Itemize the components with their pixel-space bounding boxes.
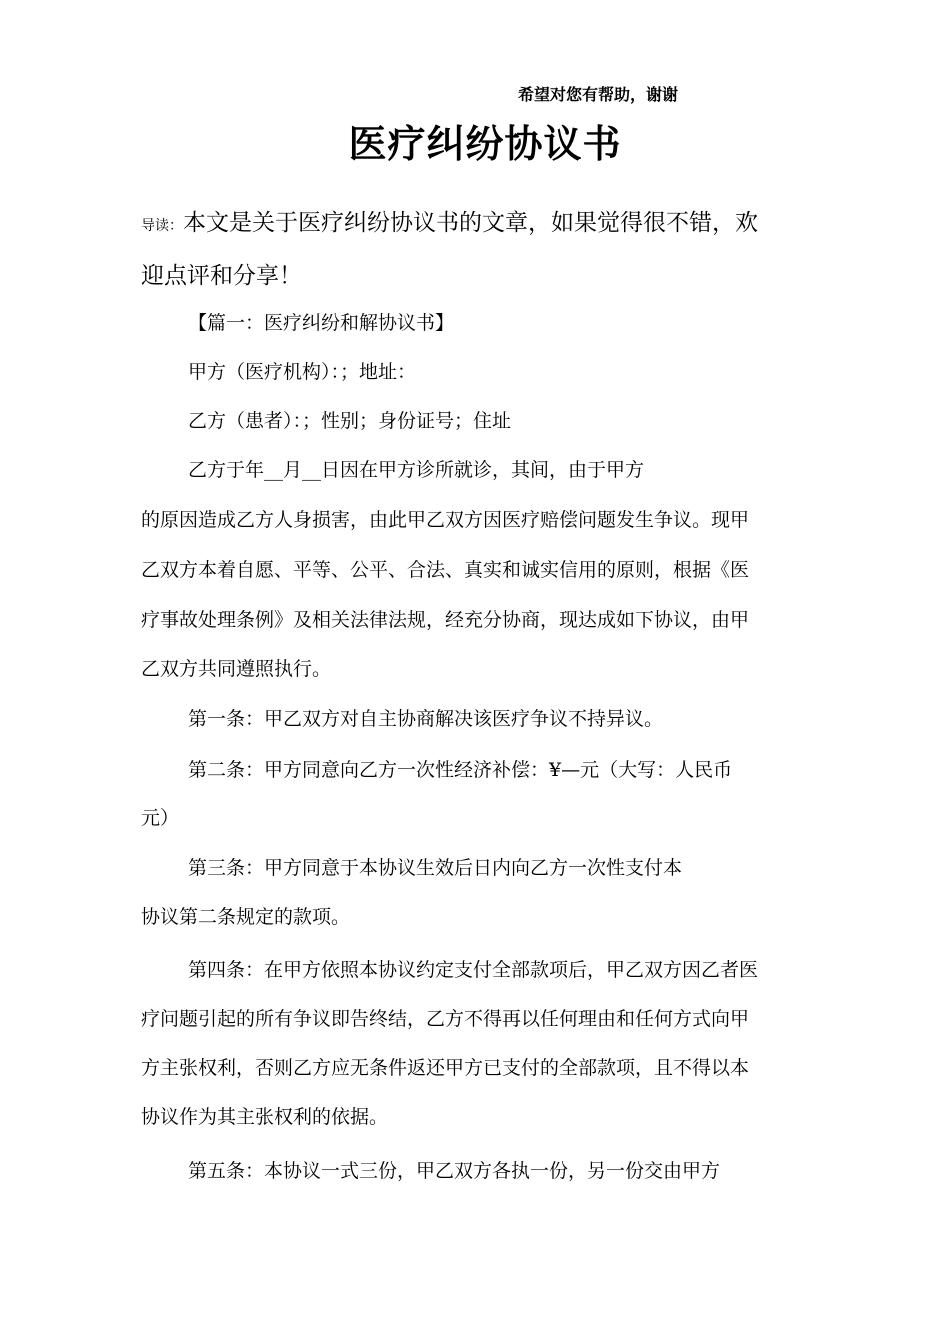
document-title: 医疗纠纷协议书 <box>348 122 622 166</box>
article-4-line: 疗问题引起的所有争议即告终结，乙方不得再以任何理由和任何方式向甲 <box>141 1008 750 1030</box>
header-note: 希望对您有帮助，谢谢 <box>518 85 679 104</box>
article-5-line: 第五条：本协议一式三份，甲乙双方各执一份，另一份交由甲方 <box>188 1160 721 1182</box>
section-heading: 【篇一：医疗纠纷和解协议书】 <box>188 312 455 334</box>
intro-label: 导读： <box>141 218 183 234</box>
article-1-line: 第一条：甲乙双方对自主协商解决该医疗争议不持异议。 <box>188 708 664 730</box>
article-2-line: 元） <box>141 807 180 829</box>
intro-text-line-2: 迎点评和分享！ <box>141 263 302 289</box>
intro-text-line-1: 本文是关于医疗纠纷协议书的文章，如果觉得很不错，欢 <box>183 210 758 236</box>
preamble-line: 疗事故处理条例》及相关法律法规，经充分协商，现达成如下协议，由甲 <box>141 609 750 631</box>
article-3-line: 协议第二条规定的款项。 <box>141 906 351 928</box>
preamble-line: 乙方于年__月__日因在甲方诊所就诊，其间，由于甲方 <box>188 459 645 481</box>
article-4-line: 第四条：在甲方依照本协议约定支付全部款项后，甲乙双方因乙者医 <box>188 959 759 981</box>
preamble-line: 的原因造成乙方人身损害，由此甲乙双方因医疗赔偿问题发生争议。现甲 <box>141 509 750 531</box>
preamble-line: 乙双方本着自愿、平等、公平、合法、真实和诚实信用的原则，根据《医 <box>141 559 750 581</box>
intro-paragraph <box>141 198 831 301</box>
article-3-line: 第三条：甲方同意于本协议生效后日内向乙方一次性支付本 <box>188 857 683 879</box>
preamble-line: 乙双方共同遵照执行。 <box>141 658 332 680</box>
party-a-line: 甲方（医疗机构）：；地址： <box>188 361 417 383</box>
party-b-line: 乙方（患者）：；性别；身份证号；住址 <box>188 410 512 432</box>
article-2-line: 第二条：甲方同意向乙方一次性经济补偿：¥—元（大写：人民币 <box>188 759 733 781</box>
article-4-line: 协议作为其主张权利的依据。 <box>141 1106 389 1128</box>
article-4-line: 方主张权利，否则乙方应无条件返还甲方已支付的全部款项，且不得以本 <box>141 1057 750 1079</box>
